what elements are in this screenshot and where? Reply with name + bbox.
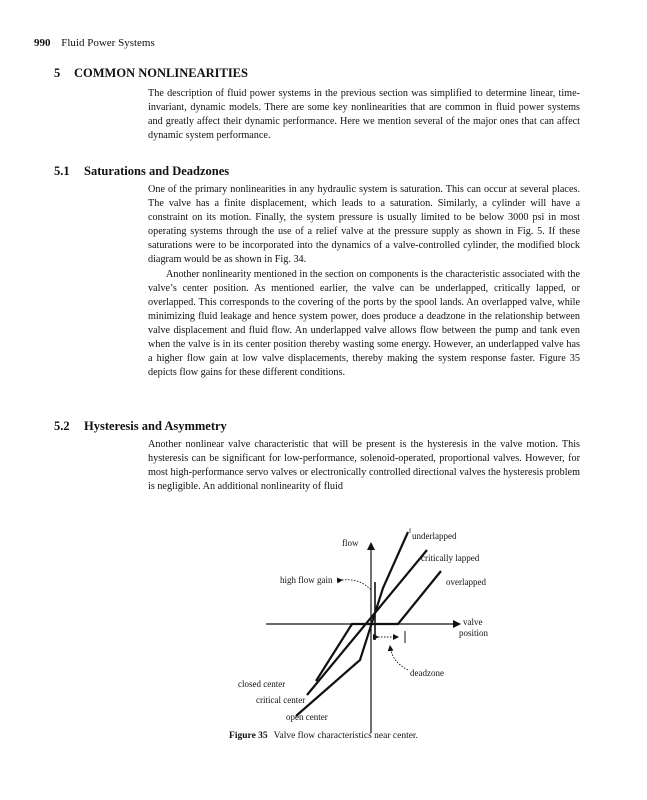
paragraph: Another nonlinear valve characteristic that will be present is the hysteresis in the valve motion. This hysteresis can be significant for low-performance, solenoid-operated, proportional valves. However, for most high-performance servo valves or electronically controlled directional valves the hysteresis problem is negligible. An additional nonlinearity of fluid <box>148 439 580 493</box>
critical-center-label: critical center <box>256 695 306 705</box>
open-center-label: open center <box>286 712 328 722</box>
critically-lapped-curve <box>307 550 427 695</box>
section-number: 5 <box>54 66 61 80</box>
figure-number: Figure 35 <box>229 731 268 741</box>
page-number: 990 <box>34 37 51 49</box>
section-title: Hysteresis and Asymmetry <box>84 419 227 433</box>
closed-center-label: closed center <box>238 679 286 689</box>
section-title: COMMON NONLINEARITIES <box>74 66 248 80</box>
deadzone-label: deadzone <box>410 668 444 678</box>
paragraph: One of the primary nonlinearities in any hydraulic system is saturation. This can occur at several places. The valve has a finite displacement, which leads to a saturation. Similarly, a cylinder will have a constraint on its motion. Finally, the system pressure is usually limited to be below 3000 psi in most operating systems through the use of a relief valve at the pressure supply as shown in Fig. 5. If these saturations were to be incorporated into the dynamics of a valve-controlled cylinder, the modified block diagram would be as shown in Fig. 34. <box>148 184 580 266</box>
section-number: 5.2 <box>54 419 70 433</box>
overlapped-curve <box>316 571 441 681</box>
position-label: position <box>459 628 489 638</box>
valve-label: valve <box>463 617 483 627</box>
figure-caption <box>0 731 647 741</box>
critically-lapped-label: critically lapped <box>421 553 480 563</box>
overlapped-label: overlapped <box>446 577 486 587</box>
deadzone-leader <box>390 646 408 670</box>
high-flow-gain-leader <box>342 580 371 590</box>
paragraph: The description of fluid power systems in the previous section was simplified to determine linear, time-invariant, dynamic models. There are some key nonlinearities that are common in fluid power systems and greatly affect their dynamic performance. Here we mention several of the major ones that can affect dynamic system performance. <box>148 88 580 142</box>
running-title: Fluid Power Systems <box>61 37 155 49</box>
flow-label: flow <box>342 538 359 548</box>
paragraph: Another nonlinearity mentioned in the section on components is the characteristic associated with the valve’s center position. As mentioned earlier, the valve can be underlapped, critically lapped, or overlapped. This corresponds to the covering of the ports by the spool lands. An overlapped valve, while minimizing fluid leakage and hence system power, does produce a deadzone in the relationship between valve displacement and fluid flow. An underlapped valve allows flow between the pump and tank even when the valve is in its center position thereby wasting some energy. However, an underlapped valve has a higher flow gain at low valve displacements, thereby making the system response faster. Figure 35 depicts flow gains for these different conditions. <box>148 268 580 379</box>
caption-text: Valve flow characteristics near center. <box>273 731 418 741</box>
underlapped-label: underlapped <box>412 531 457 541</box>
section-title: Saturations and Deadzones <box>84 164 230 178</box>
high-flow-gain-label: high flow gain <box>280 575 333 585</box>
section-number: 5.1 <box>54 164 70 178</box>
